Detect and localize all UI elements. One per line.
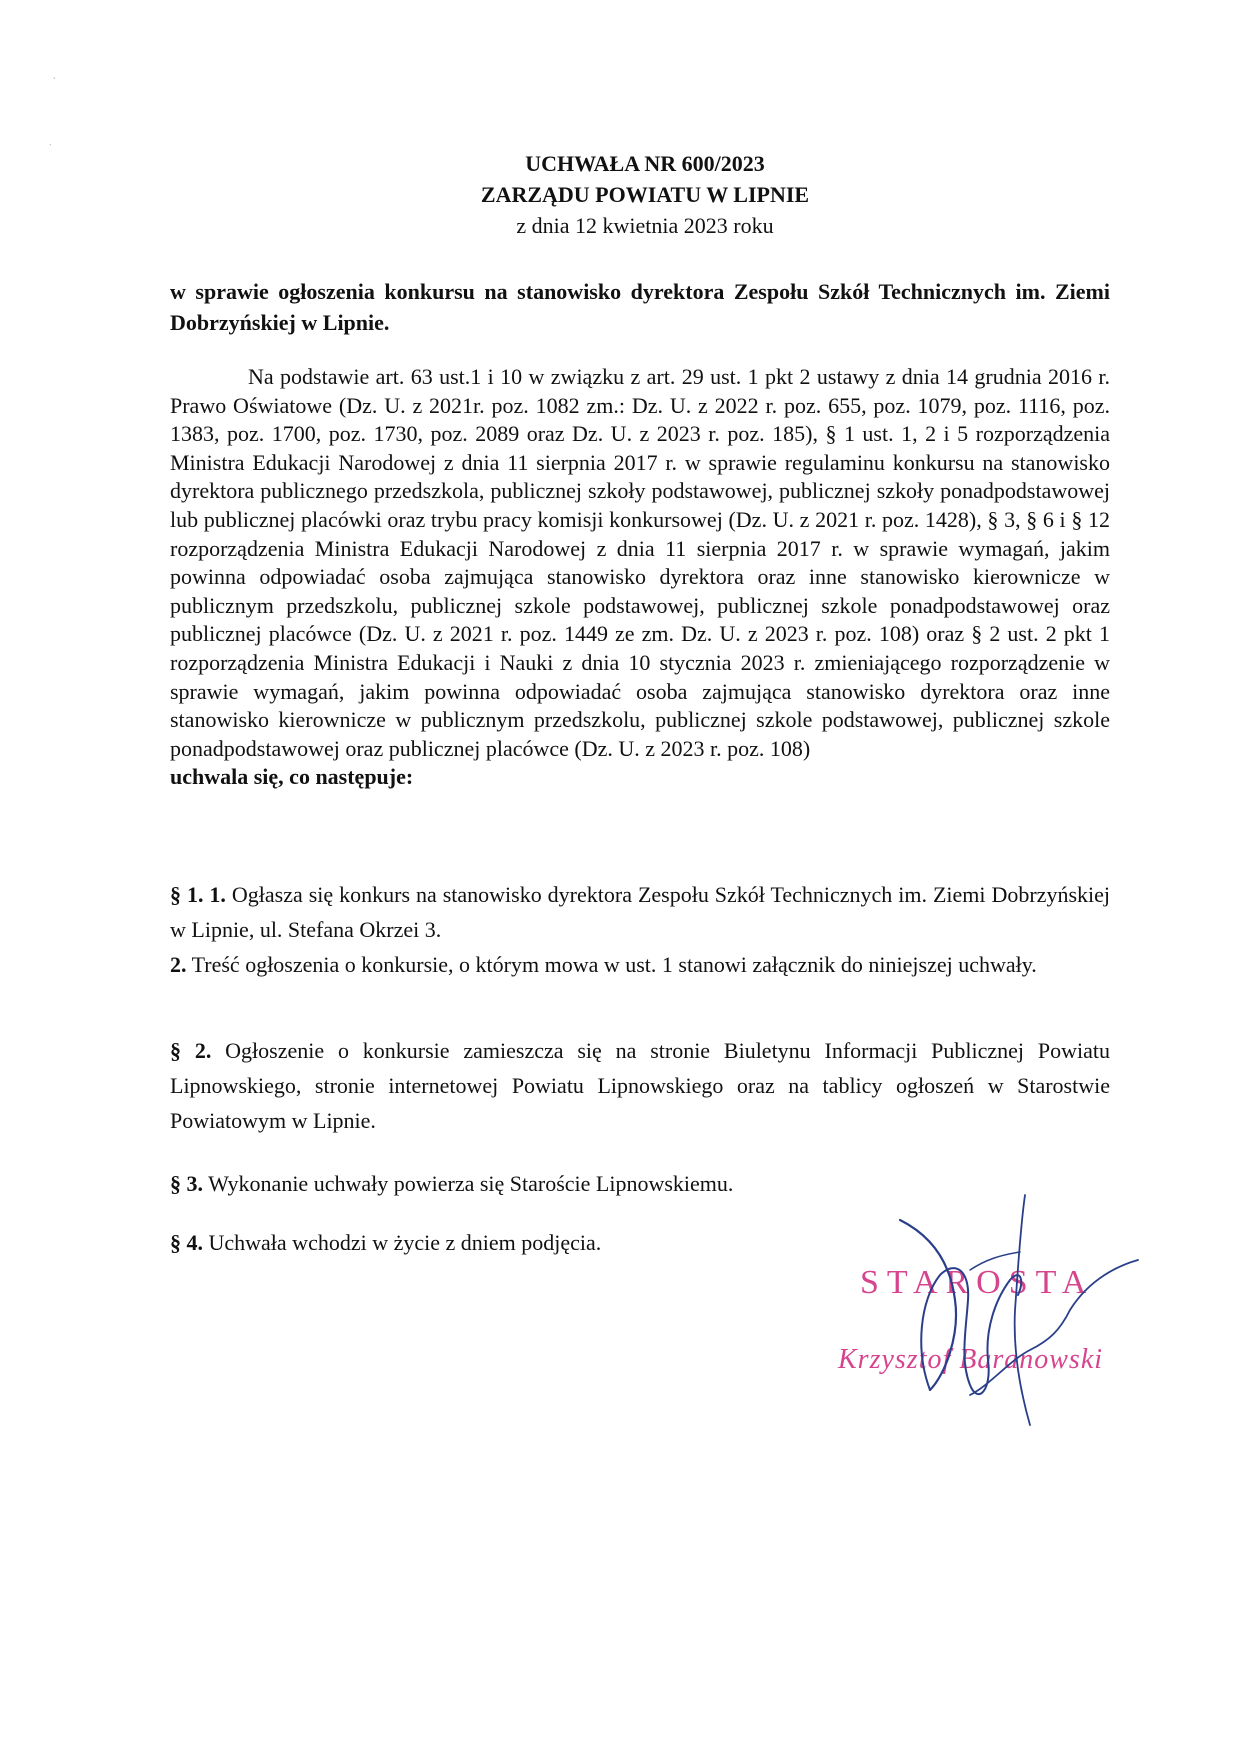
section-1-2-text: Treść ogłoszenia o konkursie, o którym mowa w ust. 1 stanowi załącznik do niniejszej uchwały. xyxy=(191,952,1037,977)
resolution-subject: w sprawie ogłoszenia konkursu na stanowisko dyrektora Zespołu Szkół Technicznych im. Ziemi Dobrzyńskiej w Lipnie. xyxy=(170,279,1110,335)
scan-mark-icon: · xyxy=(52,72,57,87)
section-3-text: Wykonanie uchwały powierza się Staroście Lipnowskiemu. xyxy=(208,1171,734,1196)
section-1-label: § 1. 1. xyxy=(170,882,226,907)
issuing-body: ZARZĄDU POWIATU W LIPNIE xyxy=(480,182,810,207)
legal-basis-paragraph xyxy=(170,363,1110,792)
section-3-label: § 3. xyxy=(170,1171,203,1196)
section-2-label: § 2. xyxy=(170,1038,212,1063)
section-1-2-label: 2. xyxy=(170,952,187,977)
legal-basis-text: Na podstawie art. 63 ust.1 i 10 w związku z art. 29 ust. 1 pkt 2 ustawy z dnia 14 grudnia 2016 r. Prawo Oświatowe (Dz. U. z 2021r. poz. 1082 zm.: Dz. U. z 2022 r. poz. 655, poz. 1079, poz. 1116, poz. 1383, poz. 1700, poz. 1730, poz. 2089 oraz Dz. U. z 2023 r. poz. 185), § 1 ust. 1, 2 i 5 rozporządzenia Ministra Edukacji Narodowej z dnia 11 sierpnia 2017 r. w sprawie regulaminu konkursu na stanowisko dyrektora publicznego przedszkola, publicznej szkoły podstawowej, publicznej szkoły ponadpodstawowej lub publicznej placówki oraz trybu pracy komisji konkursowej (Dz. U. z 2021 r. poz. 1428), § 3, § 6 i § 12 rozporządzenia Ministra Edukacji Narodowej z dnia 11 sierpnia 2017 r. w sprawie wymagań, jakim powinna odpowiadać osoba zajmująca stanowisko dyrektora oraz inne stanowisko kierownicze w publicznym przedszkolu, publicznej szkole podstawowej, publicznej szkole ponadpodstawowej oraz publicznej placówce (Dz. U. z 2021 r. poz. 1449 ze zm. Dz. U. z 2023 r. poz. 108) oraz § 2 ust. 2 pkt 1 rozporządzenia Ministra Edukacji i Nauki z dnia 10 stycznia 2023 r. zmieniającego rozporządzenie w sprawie wymagań, jakim powinna odpowiadać osoba zajmująca stanowisko dyrektora oraz inne stanowisko kierownicze w publicznym przedszkolu, publicznej szkole podstawowej, publicznej szkole ponadpodstawowej oraz publicznej placówce (Dz. U. z 2023 r. poz. 108) xyxy=(170,364,1110,761)
stamp-name: Krzysztof Baranowski xyxy=(838,1344,1104,1375)
section-2-text: Ogłoszenie o konkursie zamieszcza się na stronie Biuletynu Informacji Publicznej Powiatu Lipnowskiego, stronie internetowej Powiatu Lipnowskiego oraz na tablicy ogłoszeń w Starostwie Powiatowym w Lipnie. xyxy=(170,1038,1110,1133)
scan-mark-icon: ˙ xyxy=(48,142,53,157)
handwritten-signature-icon xyxy=(820,1160,1150,1460)
section-2 xyxy=(170,1033,1110,1138)
section-4-label: § 4. xyxy=(170,1230,203,1255)
resolution-date: z dnia 12 kwietnia 2023 roku xyxy=(516,213,774,238)
section-4-text: Uchwała wchodzi w życie z dniem podjęcia. xyxy=(208,1230,602,1255)
stamp-title: STAROSTA xyxy=(860,1264,1095,1301)
section-1-text: Ogłasza się konkurs na stanowisko dyrektora Zespołu Szkół Technicznych im. Ziemi Dobrzyńskiej w Lipnie, ul. Stefana Okrzei 3. xyxy=(170,882,1111,942)
section-1 xyxy=(170,877,1110,982)
official-stamp xyxy=(820,1160,1150,1460)
resolves-clause: uchwala się, co następuje: xyxy=(170,764,414,790)
resolution-header xyxy=(0,148,1240,241)
resolution-number: UCHWAŁA NR 600/2023 xyxy=(525,151,765,176)
